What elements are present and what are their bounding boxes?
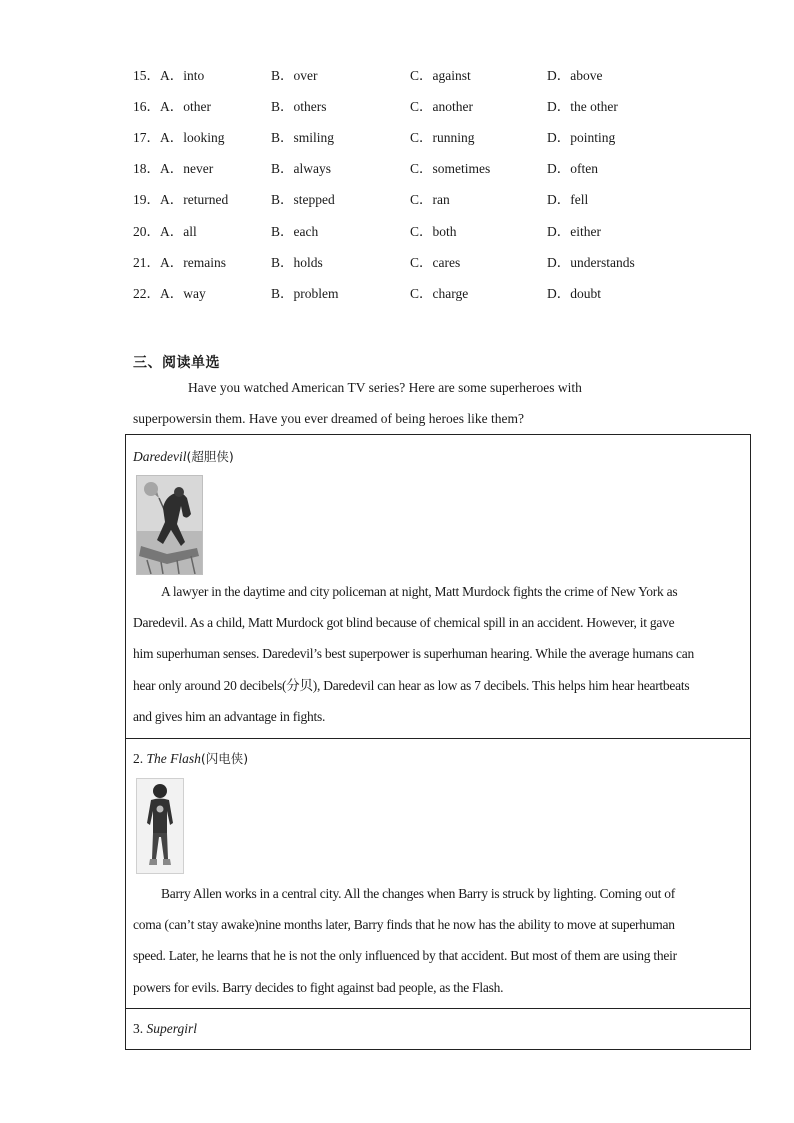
option-d: D．often xyxy=(547,161,598,176)
flash-illustration xyxy=(137,779,183,873)
paragraph-line: Barry Allen works in a central city. All the changes when Barry is struck by lighting. Coming out of xyxy=(161,886,676,901)
option-c: C．running xyxy=(410,130,475,145)
option-d: D．pointing xyxy=(547,130,616,145)
paragraph-line: and gives him an advantage in fights. xyxy=(133,708,326,724)
option-b: B．always xyxy=(271,161,331,176)
option-a: A．way xyxy=(160,286,206,301)
option-b: B．stepped xyxy=(271,192,335,207)
hero-name: Supergirl xyxy=(146,1021,197,1036)
hero-heading-flash: 2. The Flash(闪电侠) xyxy=(133,751,249,766)
hero-heading-daredevil xyxy=(133,447,234,467)
paragraph-line: speed. Later, he learns that he is not the only influenced by that accident. But most of them are using their xyxy=(133,948,677,964)
option-d: D．doubt xyxy=(547,286,601,301)
option-a: A．looking xyxy=(160,130,225,145)
paragraph-line: A lawyer in the daytime and city policeman at night, Matt Murdock fights the crime of New York as xyxy=(161,584,678,599)
option-c: C．against xyxy=(410,68,471,83)
hero-chinese-name: (闪电侠) xyxy=(200,751,249,766)
hero-chinese-name: (超胆侠) xyxy=(186,449,234,464)
option-a: A．all xyxy=(160,224,197,239)
option-a: A．other xyxy=(160,99,211,114)
option-d: D．the other xyxy=(547,99,618,114)
flash-image xyxy=(136,778,184,874)
paragraph-line: powers for evils. Barry decides to fight against bad people, as the Flash. xyxy=(133,979,504,995)
superhero-table xyxy=(125,434,751,1050)
option-c: C．another xyxy=(410,99,473,114)
intro-line-2: superpowersin them. Have you ever dreamed of being heroes like them? xyxy=(133,411,524,426)
daredevil-image xyxy=(136,475,203,575)
option-c: C．charge xyxy=(410,286,469,301)
option-b: B．problem xyxy=(271,286,339,301)
question-number: 18． xyxy=(133,161,160,176)
question-number: 15． xyxy=(133,68,160,83)
hero-name: The Flash xyxy=(146,751,201,766)
question-number: 21． xyxy=(133,255,160,270)
hero-heading-supergirl: 3. Supergirl xyxy=(133,1021,197,1036)
option-c: C．ran xyxy=(410,192,450,207)
section-title: 三、阅读单选 xyxy=(133,355,220,371)
option-a: A．never xyxy=(160,161,214,176)
hero-name: Daredevil xyxy=(133,449,187,464)
paragraph-line: coma (can’t stay awake)nine months later, Barry finds that he now has the ability to move at superhuman xyxy=(133,917,675,933)
question-number: 22． xyxy=(133,286,160,301)
option-d: D．understands xyxy=(547,255,635,270)
question-number: 20． xyxy=(133,224,160,239)
option-b: B．each xyxy=(271,224,319,239)
option-d: D．above xyxy=(547,68,603,83)
paragraph-line: him superhuman senses. Daredevil’s best superpower is superhuman hearing. While the average humans can xyxy=(133,646,694,662)
daredevil-illustration xyxy=(137,476,202,574)
option-c: C．cares xyxy=(410,255,461,270)
option-b: B．others xyxy=(271,99,327,114)
option-b: B．holds xyxy=(271,255,323,270)
table-row-divider xyxy=(126,1008,750,1009)
option-c: C．both xyxy=(410,224,457,239)
option-d: D．either xyxy=(547,224,601,239)
paragraph-line: Daredevil. As a child, Matt Murdock got blind because of chemical spill in an accident. However, it gave xyxy=(133,615,675,631)
option-a: A．returned xyxy=(160,192,229,207)
intro-line-1: Have you watched American TV series? Here are some superheroes with xyxy=(188,380,582,395)
option-b: B．smiling xyxy=(271,130,335,145)
option-d: D．fell xyxy=(547,192,589,207)
option-b: B．over xyxy=(271,68,318,83)
option-c: C．sometimes xyxy=(410,161,491,176)
question-number: 19． xyxy=(133,192,160,207)
flash-description xyxy=(133,878,745,1003)
option-a: A．into xyxy=(160,68,205,83)
table-row-divider xyxy=(126,738,750,739)
paragraph-line: hear only around 20 decibels(分贝), Daredevil can hear as low as 7 decibels. This helps him hear heartbeats xyxy=(133,677,690,693)
question-number: 16． xyxy=(133,99,160,114)
option-a: A．remains xyxy=(160,255,226,270)
daredevil-description xyxy=(133,576,745,732)
question-number: 17． xyxy=(133,130,160,145)
